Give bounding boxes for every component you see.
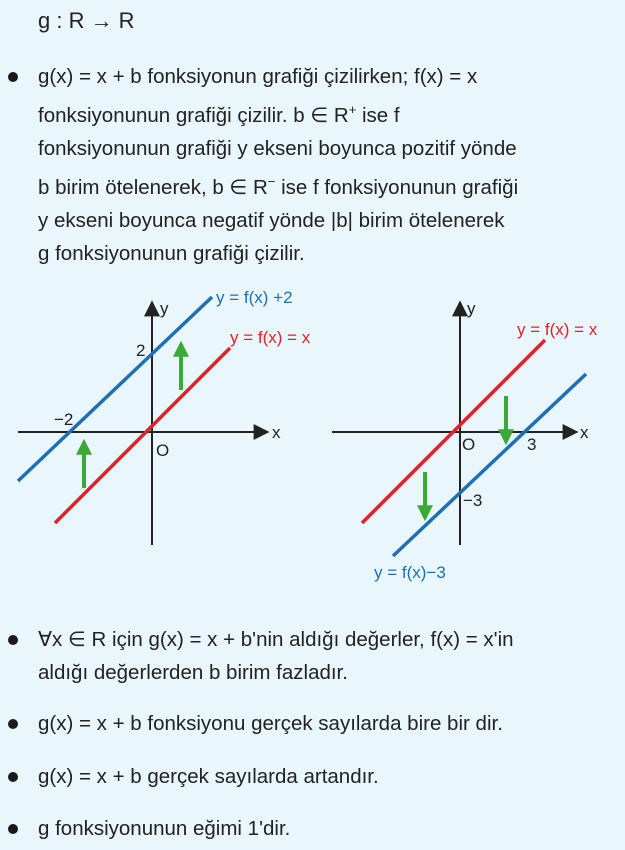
text-span: ise f fonksiyonunun grafiği: [275, 175, 519, 199]
bullet-text: g fonksiyonunun eğimi 1'dir.: [38, 817, 291, 840]
tick-label-x: −2: [54, 410, 74, 429]
text-line: aldığı değerlerden b birim fazladır.: [38, 661, 348, 684]
axis-label-y: y: [467, 299, 476, 318]
graph-shift-up: [18, 288, 311, 545]
tick-label-x: 3: [527, 435, 537, 454]
line-f-x: [55, 348, 230, 523]
label-red-line: y = f(x) = x: [230, 328, 311, 347]
superscript: +: [348, 102, 357, 117]
bullet-text: g(x) = x + b gerçek sayılarda artandır.: [38, 765, 379, 788]
text-line: g fonksiyonunun grafiği çizilir.: [38, 241, 305, 265]
bullet-dot: [8, 719, 18, 729]
text-span: ise f: [356, 103, 400, 127]
translation-graphs: [0, 280, 625, 590]
text-line: y ekseni boyunca negatif yönde |b| birim ötelenerek: [38, 208, 505, 232]
bullet-dot: [8, 824, 18, 834]
graph-shift-down: [332, 299, 598, 582]
origin-label: O: [462, 435, 476, 454]
text-line: fonksiyonunun grafiği y ekseni boyunca pozitif yönde: [38, 136, 517, 160]
tick-label-y: −3: [463, 491, 483, 510]
bullet-text: [38, 60, 615, 270]
function-definition: g : R → R: [38, 8, 135, 33]
superscript: −: [267, 173, 276, 189]
text-span: b birim ötelenerek, b ∈ R: [38, 175, 268, 199]
text-line: [38, 93, 615, 132]
text-span: fonksiyonunun grafiği çizilir. b ∈ R: [38, 103, 349, 127]
bullet-text: g(x) = x + b fonksiyonu gerçek sayılarda bire bir dir.: [38, 712, 503, 735]
label-blue-line: y = f(x) +2: [216, 288, 293, 307]
origin-label: O: [156, 441, 170, 460]
label-red-line: y = f(x) = x: [517, 320, 598, 339]
label-blue-line: y = f(x)−3: [374, 563, 446, 582]
axis-label-x: x: [272, 423, 281, 442]
axis-label-x: x: [580, 423, 589, 442]
text-line: g(x) = x + b fonksiyonun grafiği çizilirken; f(x) = x: [38, 65, 478, 88]
text-line: ∀x ∈ R için g(x) = x + b'nin aldığı değerler, f(x) = x'in: [38, 628, 514, 651]
bullet-dot: [8, 772, 18, 782]
tick-label-y: 2: [136, 341, 146, 360]
axis-label-y: y: [160, 299, 169, 318]
text-line: [38, 165, 615, 204]
bullet-text: [38, 623, 615, 689]
bullet-dot: [8, 635, 18, 645]
bullet-dot: [8, 72, 18, 82]
